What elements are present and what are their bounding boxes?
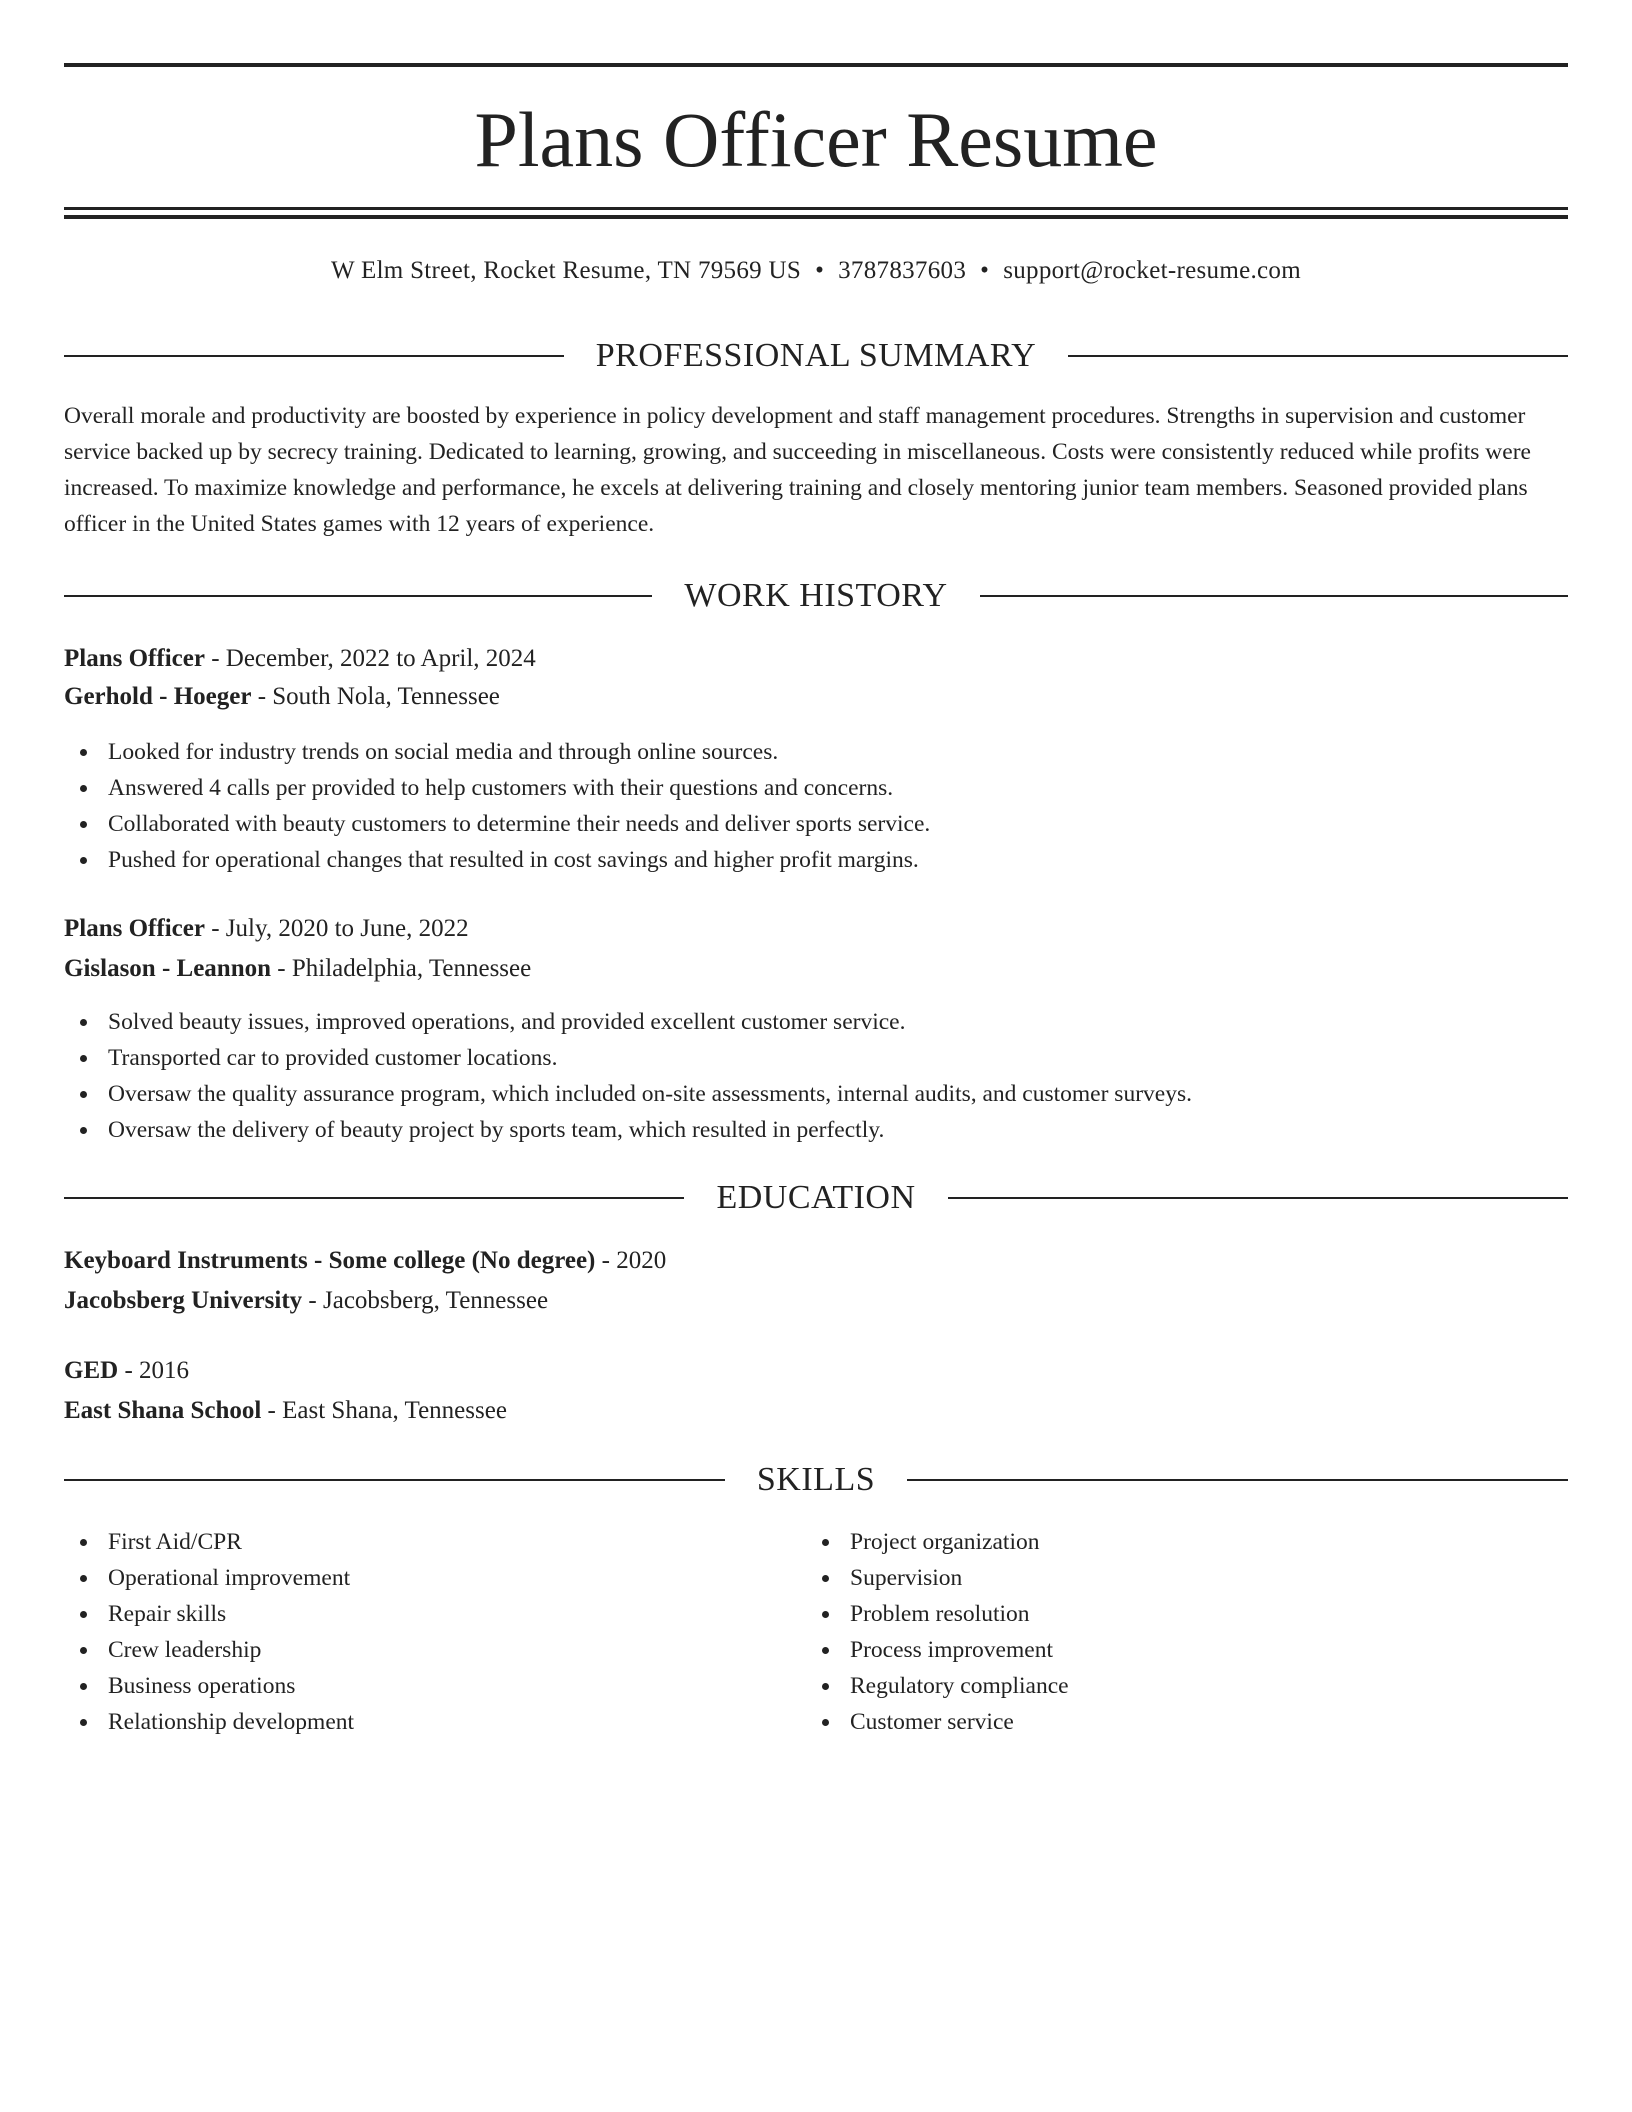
list-item: Oversaw the delivery of beauty project by sports team, which resulted in perfectly. xyxy=(64,1112,1192,1148)
heading-rule-right xyxy=(980,595,1568,597)
work-section-heading xyxy=(64,574,1568,618)
school-name: Jacobsberg University xyxy=(64,1287,303,1314)
skill-item: Process improvement xyxy=(806,1632,1069,1668)
job-company-line xyxy=(64,950,1568,988)
resume-title: Plans Officer Resume xyxy=(474,96,1158,183)
skill-item: Customer service xyxy=(806,1704,1069,1740)
skill-item: Crew leadership xyxy=(64,1632,354,1668)
skill-item: Supervision xyxy=(806,1560,1069,1596)
summary-text: Overall morale and productivity are boosted by experience in policy development and staff management procedures. Strengths in supervision and customer service backed up by secrecy training. Dedicated to learning, growing, and succeeding in miscellaneous. Costs were consistently reduced while profits were increased. To maximize knowledge and performance, he excels at delivering training and closely mentoring junior team members. Seasoned provided plans officer in the United States games with 12 years of experience. xyxy=(64,403,1531,537)
job-title-line xyxy=(64,640,1568,678)
school-line xyxy=(64,1282,1568,1320)
job-dates: - July, 2020 to June, 2022 xyxy=(204,915,469,942)
list-item: Looked for industry trends on social media and through online sources. xyxy=(64,734,930,770)
degree-year: - 2020 xyxy=(595,1247,667,1274)
heading-rule-right xyxy=(1068,355,1568,357)
contact-phone: 3787837603 xyxy=(838,257,967,284)
school-name: East Shana School xyxy=(64,1397,262,1424)
top-rule xyxy=(64,63,1568,67)
school-line xyxy=(64,1392,1568,1430)
list-item: Collaborated with beauty customers to determine their needs and deliver sports service. xyxy=(64,806,930,842)
job-title: Plans Officer xyxy=(64,915,205,942)
title-rule-lower xyxy=(64,215,1568,219)
skills-list-right xyxy=(806,1524,1069,1740)
job-company: Gislason - Leannon xyxy=(64,955,272,982)
school-location: - East Shana, Tennessee xyxy=(261,1397,507,1424)
degree-year: - 2016 xyxy=(118,1357,190,1384)
job-company-line xyxy=(64,678,1568,716)
job-location: - Philadelphia, Tennessee xyxy=(271,955,532,982)
job-company: Gerhold - Hoeger xyxy=(64,683,252,710)
job-location: - South Nola, Tennessee xyxy=(251,683,500,710)
list-item: Solved beauty issues, improved operations, and provided excellent customer service. xyxy=(64,1004,1192,1040)
contact-separator: • xyxy=(980,257,990,284)
job-bullets xyxy=(64,734,930,878)
list-item: Transported car to provided customer locations. xyxy=(64,1040,1192,1076)
degree-line xyxy=(64,1242,1568,1280)
contact-line xyxy=(64,252,1568,290)
contact-separator: • xyxy=(815,257,825,284)
summary-heading-label: PROFESSIONAL SUMMARY xyxy=(595,337,1037,374)
skills-heading-label: SKILLS xyxy=(756,1461,876,1498)
skill-item: Problem resolution xyxy=(806,1596,1069,1632)
heading-rule-left xyxy=(64,595,652,597)
skills-list-left xyxy=(64,1524,354,1740)
contact-email: support@rocket-resume.com xyxy=(1003,257,1301,284)
job-dates: - December, 2022 to April, 2024 xyxy=(204,645,536,672)
skill-item: Relationship development xyxy=(64,1704,354,1740)
degree-line xyxy=(64,1352,1568,1390)
skill-item: Regulatory compliance xyxy=(806,1668,1069,1704)
job-title: Plans Officer xyxy=(64,645,205,672)
list-item: Oversaw the quality assurance program, which included on-site assessments, internal audits, and customer surveys. xyxy=(64,1076,1192,1112)
heading-rule-left xyxy=(64,1479,725,1481)
education-heading-label: EDUCATION xyxy=(716,1179,916,1216)
job-title-line xyxy=(64,910,1568,948)
education-section-heading xyxy=(64,1176,1568,1220)
work-heading-label: WORK HISTORY xyxy=(684,577,948,614)
skill-item: Business operations xyxy=(64,1668,354,1704)
skill-item: First Aid/CPR xyxy=(64,1524,354,1560)
list-item: Pushed for operational changes that resulted in cost savings and higher profit margins. xyxy=(64,842,930,878)
summary-section-heading xyxy=(64,334,1568,378)
skill-item: Repair skills xyxy=(64,1596,354,1632)
contact-address: W Elm Street, Rocket Resume, TN 79569 US xyxy=(331,257,802,284)
degree-name: GED xyxy=(64,1357,119,1384)
degree-name: Keyboard Instruments - Some college (No degree) xyxy=(64,1247,596,1274)
heading-rule-left xyxy=(64,1197,684,1199)
job-bullets xyxy=(64,1004,1192,1148)
title-rule-upper xyxy=(64,207,1568,210)
list-item: Answered 4 calls per provided to help customers with their questions and concerns. xyxy=(64,770,930,806)
skills-section-heading xyxy=(64,1458,1568,1502)
school-location: - Jacobsberg, Tennessee xyxy=(302,1287,549,1314)
heading-rule-right xyxy=(948,1197,1568,1199)
skill-item: Project organization xyxy=(806,1524,1069,1560)
skill-item: Operational improvement xyxy=(64,1560,354,1596)
heading-rule-left xyxy=(64,355,564,357)
heading-rule-right xyxy=(907,1479,1568,1481)
